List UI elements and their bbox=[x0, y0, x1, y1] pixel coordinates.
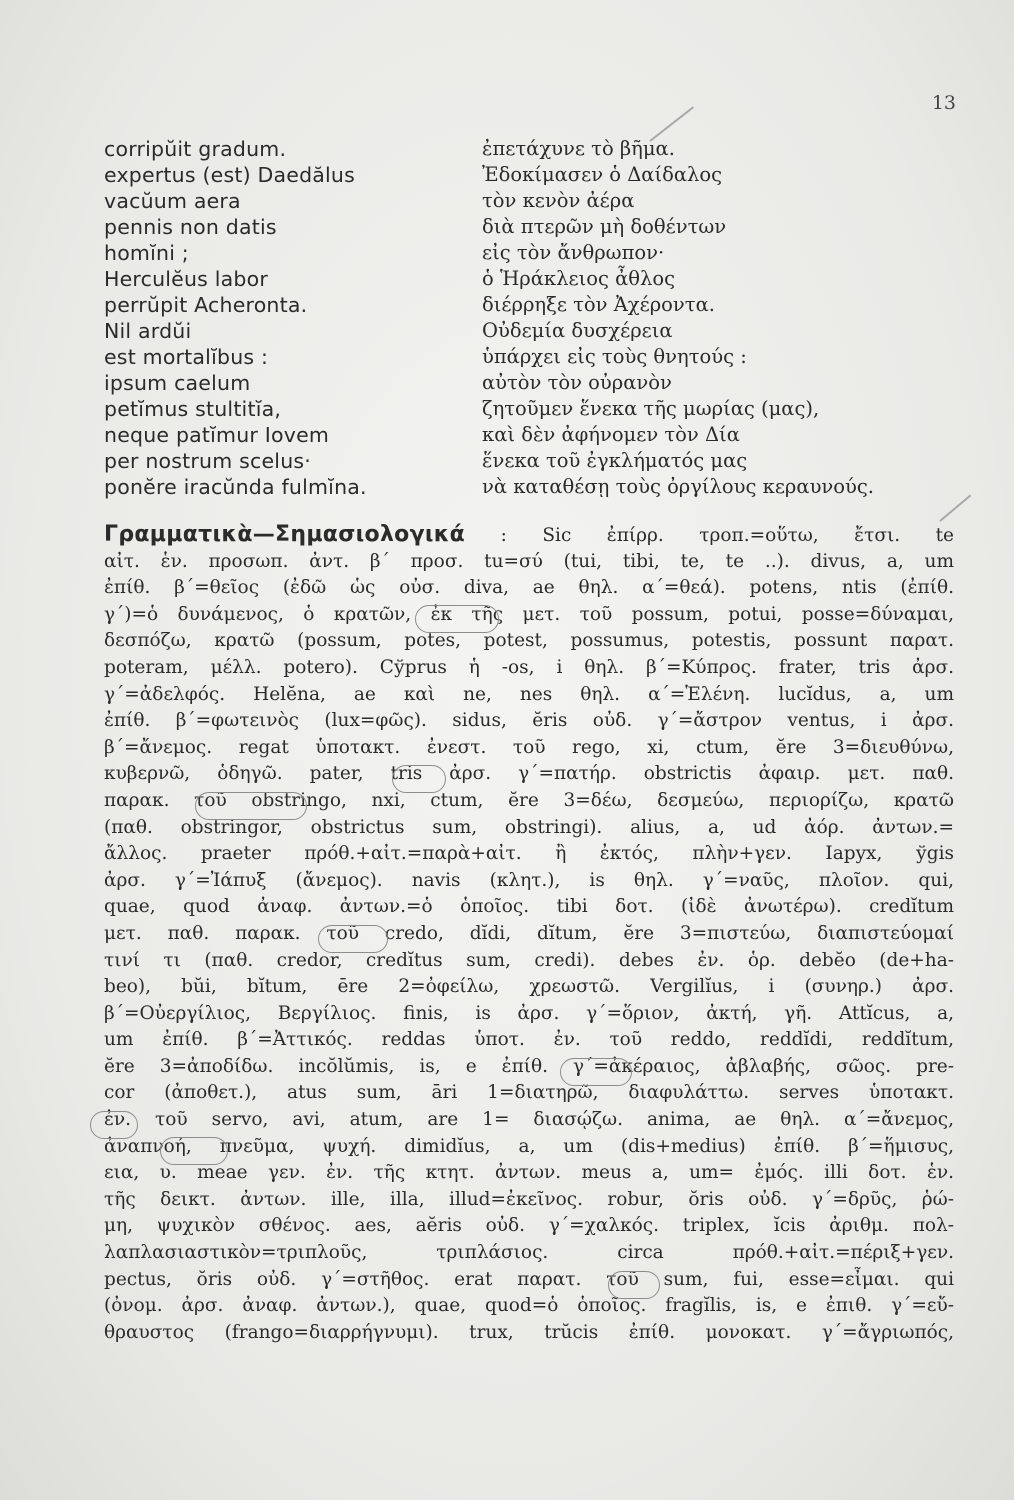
poem-line bbox=[0, 318, 1014, 344]
pencil-circle bbox=[608, 1271, 660, 1299]
notes-line: ἐπίθ. β΄=φωτεινὸς (lux=φῶς). sidus, ĕris οὐδ. γ΄=ἄστρον ventus, i ἀρσ. bbox=[104, 710, 954, 732]
page-number: 13 bbox=[931, 92, 956, 114]
notes-line: εια, υ. meae γεν. ἐν. τῆς κτητ. ἀντων. meus a, um= ἐμός. illi δοτ. ἑν. bbox=[104, 1162, 954, 1184]
notes-line: θραυστος (frango=διαρρήγνυμι). trux, trŭcis ἐπίθ. μονοκατ. γ΄=ἄγριωπός, bbox=[104, 1321, 954, 1343]
pencil-circle bbox=[415, 605, 499, 633]
greek-translation: ἕνεκα τοῦ ἐγκλήματός μας bbox=[482, 449, 748, 472]
notes-line: αἰτ. ἑν. προσωπ. ἀντ. β΄ προσ. tu=σύ (tui, tibi, te, te ..). divus, a, um bbox=[104, 550, 954, 572]
notes-line: ἐν. τοῦ servo, avi, atum, are 1= διασῴζω. anima, ae θηλ. α΄=ἄνεμος, bbox=[104, 1109, 954, 1131]
latin-verse: petĭmus stultitĭa, bbox=[104, 397, 282, 421]
notes-line: τινί τι (παθ. credor, credĭtus sum, credi). debes ἐν. ὁρ. debĕo (de+ha- bbox=[104, 949, 954, 971]
greek-translation: τὸν κενὸν ἀέρα bbox=[482, 189, 635, 212]
greek-translation: νὰ καταθέσῃ τοὺς ὀργίλους κεραυνούς. bbox=[482, 475, 874, 498]
poem-line bbox=[0, 370, 1014, 396]
notes-line: μετ. παθ. παρακ. τοῦ credo, dĭdi, dĭtum, ĕre 3=πιστεύω, διαπιστεύομαί bbox=[104, 922, 954, 944]
greek-translation: ὑπάρχει εἰς τοὺς θνητούς : bbox=[482, 345, 747, 368]
poem-line bbox=[0, 474, 1014, 500]
notes-line: ἐπίθ. β΄=θεῖος (ἐδῶ ὡς οὐσ. diva, ae θηλ. α΄=θεά). potens, ntis (ἐπίθ. bbox=[104, 577, 954, 599]
pencil-circle bbox=[560, 1058, 632, 1086]
notes-line: β΄=ἄνεμος. regat ὑποτακτ. ἐνεστ. τοῦ rego, xi, ctum, ĕre 3=διευθύνω, bbox=[104, 736, 954, 758]
poem-line bbox=[0, 266, 1014, 292]
notes-line: quae, quod ἀναφ. ἀντων.=ὁ ὁποῖος. tibi δοτ. (ἰδὲ ἀνωτέρω). credĭtum bbox=[104, 896, 954, 918]
poem-line bbox=[0, 448, 1014, 474]
notes-line: παρακ. τοῦ obstringo, nxi, ctum, ĕre 3=δέω, δεσμεύω, περιορίζω, κρατῶ bbox=[104, 789, 954, 811]
latin-verse: vacŭum aera bbox=[104, 189, 241, 213]
notes-line: μη, ψυχικὸν σθένος. aes, aĕris οὐδ. γ΄=χαλκός. triplex, ĭcis ἀριθμ. πολ- bbox=[104, 1215, 954, 1237]
latin-verse: expertus (est) Daedălus bbox=[104, 163, 356, 187]
pencil-circle bbox=[195, 792, 307, 820]
poem-parallel-text bbox=[0, 136, 1014, 500]
notes-line: δεσπόζω, κρατῶ (possum, potes, potest, possumus, potestis, possunt παρατ. bbox=[104, 630, 954, 652]
notes-line: pectus, ŏris οὐδ. γ΄=στῆθος. erat παρατ. τοῦ sum, fui, esse=εἶμαι. qui bbox=[104, 1268, 954, 1290]
greek-translation: καὶ δὲν ἀφήνομεν τὸν Δία bbox=[482, 423, 740, 446]
poem-line bbox=[0, 162, 1014, 188]
greek-translation: ζητοῦμεν ἕνεκα τῆς μωρίας (μας), bbox=[482, 397, 820, 420]
greek-translation: διὰ πτερῶν μὴ δοθέντων bbox=[482, 215, 727, 238]
greek-translation: ὁ Ἡράκλειος ἆθλος bbox=[482, 267, 676, 290]
latin-verse: corripŭit gradum. bbox=[104, 137, 287, 161]
poem-line bbox=[0, 422, 1014, 448]
greek-translation: Ἐδοκίμασεν ὁ Δαίδαλος bbox=[482, 163, 723, 186]
greek-translation: Οὐδεμία δυσχέρεια bbox=[482, 319, 673, 342]
latin-verse: pennis non datis bbox=[104, 215, 277, 239]
notes-line: γ΄)=ὁ δυνάμενος, ὁ κρατῶν, ἐκ τῆς μετ. τοῦ possum, potui, posse=δύναμαι, bbox=[104, 603, 954, 625]
latin-verse: est mortalĭbus : bbox=[104, 345, 269, 369]
poem-line bbox=[0, 396, 1014, 422]
greek-translation: ἐπετάχυνε τὸ βῆμα. bbox=[482, 137, 675, 160]
pencil-circle bbox=[90, 1111, 138, 1139]
greek-translation: αὐτὸν τὸν οὐρανὸν bbox=[482, 371, 672, 394]
notes-line: cor (ἀποθετ.), atus sum, āri 1=διατηρῶ, διαφυλάττω. serves ὑποτακτ. bbox=[104, 1082, 954, 1104]
latin-verse: per nostrum scelus· bbox=[104, 449, 311, 473]
notes-line: ἀρσ. γ΄=Ἰάπυξ (ἄνεμος). navis (κλητ.), is θηλ. γ΄=ναῦς, πλοῖον. qui, bbox=[104, 869, 954, 891]
latin-verse: ponĕre iracŭnda fulmĭna. bbox=[104, 475, 367, 499]
notes-line bbox=[104, 1346, 954, 1373]
poem-line bbox=[0, 240, 1014, 266]
notes-line: τῆς δεικτ. ἀντων. ille, illa, illud=ἐκεῖνος. robur, ŏris οὐδ. γ΄=δρῦς, ῥώ- bbox=[104, 1188, 954, 1210]
notes-line: ĕre 3=ἀποδίδω. incŏlŭmis, is, e ἐπίθ. γ΄=ἀκέραιος, ἀβλαβής, σῶος. pre- bbox=[104, 1055, 954, 1077]
notes-line: β΄=Οὐεργίλιος, Βεργίλιος. finis, is ἀρσ. γ΄=ὅριον, ἀκτή, γῆ. Attĭcus, a, bbox=[104, 1002, 954, 1024]
notes-line: γ΄=ἀδελφός. Helĕna, ae καὶ ne, nes θηλ. α΄=Ἑλένη. lucĭdus, a, um bbox=[104, 683, 954, 705]
latin-verse: homĭni ; bbox=[104, 241, 189, 265]
poem-line bbox=[0, 344, 1014, 370]
notes-line: ἀναπνοή, πνεῦμα, ψυχή. dimidĭus, a, um (dis+medius) ἐπίθ. β΄=ἥμισυς, bbox=[104, 1135, 954, 1157]
poem-line bbox=[0, 136, 1014, 162]
pencil-circle bbox=[392, 765, 446, 793]
latin-verse: perrŭpit Acheronta. bbox=[104, 293, 308, 317]
notes-line: ἄλλος. praeter πρόθ.+αἰτ.=παρὰ+αἰτ. ἢ ἐκτός, πλὴν+γεν. Iapyx, ўgis bbox=[104, 843, 954, 865]
pencil-circle bbox=[160, 1137, 228, 1165]
notes-heading: Γραμματικὰ—Σημασιολογικά bbox=[104, 522, 466, 547]
poem-line bbox=[0, 214, 1014, 240]
greek-translation: διέρρηξε τὸν Ἀχέροντα. bbox=[482, 293, 715, 316]
notes-line: κυβερνῶ, ὁδηγῶ. pater, tris ἀρσ. γ΄=πατήρ. obstrictis ἀφαιρ. μετ. παθ. bbox=[104, 763, 954, 785]
greek-translation: εἰς τὸν ἄνθρωπον· bbox=[482, 241, 665, 264]
notes-line: um ἐπίθ. β΄=Ἀττικός. reddas ὑποτ. ἐν. τοῦ reddo, reddĭdi, reddĭtum, bbox=[104, 1029, 954, 1051]
grammar-notes bbox=[104, 522, 954, 1373]
latin-verse: Herculĕus labor bbox=[104, 267, 269, 291]
notes-line: beo), bŭi, bĭtum, ēre 2=ὀφείλω, χρεωστῶ. Vergilĭus, i (συνηρ.) ἀρσ. bbox=[104, 976, 954, 998]
notes-line: (ὀνομ. ἀρσ. ἀναφ. ἀντων.), quae, quod=ὁ ὁποῖος. fragĭlis, is, e ἐπιθ. γ΄=εὔ- bbox=[104, 1295, 954, 1317]
poem-line bbox=[0, 188, 1014, 214]
notes-line bbox=[104, 522, 954, 549]
latin-verse: ipsum caelum bbox=[104, 371, 251, 395]
notes-line: (παθ. obstringor, obstrictus sum, obstringi). alius, a, ud ἀόρ. ἀντων.= bbox=[104, 816, 954, 838]
latin-verse: Nil ardŭi bbox=[104, 319, 192, 343]
notes-line: λαπλασιαστικὸν=τριπλοῦς, τριπλάσιος. circa πρόθ.+αἰτ.=πέριξ+γεν. bbox=[104, 1242, 954, 1264]
poem-line bbox=[0, 292, 1014, 318]
pencil-circle bbox=[318, 925, 388, 953]
notes-text: : Sic ἐπίρρ. τροπ.=οὕτω, ἔτσι. te bbox=[500, 525, 954, 546]
notes-line: poteram, μέλλ. potero). Cўprus ἡ -os, i θηλ. β΄=Κύπρος. frater, tris ἀρσ. bbox=[104, 656, 954, 678]
latin-verse: neque patĭmur Iovem bbox=[104, 423, 330, 447]
